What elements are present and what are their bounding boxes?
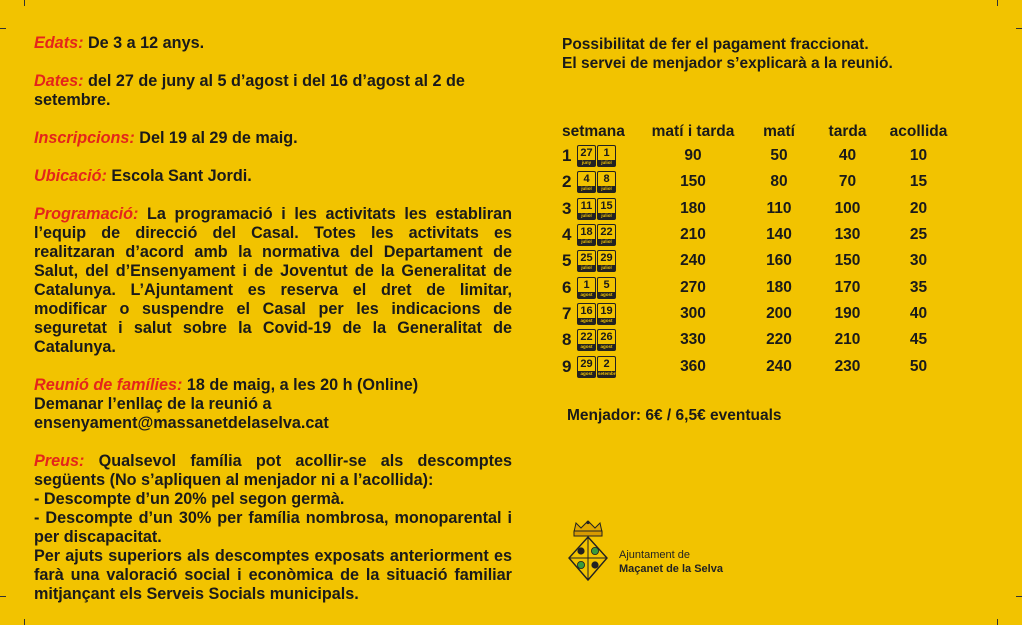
calendar-start-icon — [577, 224, 596, 246]
end-month: juliol — [598, 265, 615, 271]
calendar-start-icon — [577, 171, 596, 193]
end-month: agost — [598, 344, 615, 350]
start-day: 1 — [583, 278, 590, 291]
end-day: 2 — [603, 357, 610, 370]
price-mati: 110 — [766, 199, 792, 217]
end-day: 29 — [600, 252, 613, 265]
price-mati: 240 — [766, 357, 792, 375]
end-day: 15 — [600, 199, 613, 212]
programacio-label: Programació: — [34, 205, 139, 223]
table-row — [562, 196, 952, 222]
crop-mark — [1016, 28, 1022, 29]
programacio-paragraph — [34, 205, 512, 357]
price-mati-tarda: 90 — [684, 147, 702, 165]
menjador-info-line: El servei de menjador s’explicarà a la reunió. — [562, 55, 893, 72]
start-day: 11 — [580, 199, 593, 212]
crop-mark — [997, 0, 998, 6]
discount-1: - Descompte d’un 20% pel segon germà. — [34, 490, 345, 508]
end-month: juliol — [598, 239, 615, 245]
price-acollida: 20 — [909, 199, 928, 217]
reunio-paragraph — [34, 376, 512, 433]
ajuts-text: Per ajuts superiors als descomptes exposats anteriorment es farà una valoració social i econòmica de la situació familiar mitjançant els Serveis Socials municipals. — [34, 547, 512, 603]
price-mati-tarda: 270 — [680, 278, 706, 296]
price-acollida: 45 — [909, 331, 928, 349]
week-cell — [562, 327, 638, 353]
reunio-label: Reunió de famílies: — [34, 376, 183, 394]
start-month: juliol — [578, 186, 595, 192]
price-acollida: 50 — [909, 357, 928, 375]
col-header-tarda: tarda — [828, 123, 867, 140]
price-tarda: 230 — [834, 357, 861, 375]
crop-mark — [24, 619, 25, 625]
start-month: agost — [578, 292, 595, 298]
table-row — [562, 222, 952, 248]
inscripcions-label: Inscripcions: — [34, 129, 135, 147]
ubicacio-text: Escola Sant Jordi. — [106, 167, 252, 185]
price-mati: 50 — [770, 147, 788, 165]
start-month: juliol — [578, 265, 595, 271]
inscripcions-paragraph — [34, 129, 512, 148]
calendar-start-icon — [577, 145, 596, 167]
start-day: 4 — [583, 173, 590, 186]
week-number: 3 — [562, 198, 572, 218]
calendar-start-icon — [577, 356, 596, 378]
price-mati-tarda: 330 — [680, 331, 706, 349]
week-cell — [562, 301, 638, 327]
logo-line-2: Maçanet de la Selva — [619, 563, 723, 575]
col-header-acollida: acollida — [889, 123, 948, 140]
calendar-end-icon — [597, 198, 616, 220]
calendar-end-icon — [597, 303, 616, 325]
dates-paragraph — [34, 72, 512, 110]
week-cell — [562, 143, 638, 169]
calendar-start-icon — [577, 277, 596, 299]
price-tarda: 130 — [834, 226, 861, 244]
end-month: juliol — [598, 213, 615, 219]
price-table-header — [562, 121, 952, 143]
dates-text: del 27 de juny al 5 d’agost i del 16 d’agost al 2 de setembre. — [34, 72, 465, 109]
start-day: 27 — [580, 147, 593, 160]
week-cell — [562, 274, 638, 300]
start-month: juny — [578, 160, 595, 166]
end-day: 19 — [600, 304, 613, 317]
coat-of-arms-logo — [565, 520, 611, 584]
week-number: 9 — [562, 356, 572, 376]
end-day: 22 — [600, 226, 613, 239]
calendar-start-icon — [577, 198, 596, 220]
price-mati: 80 — [770, 173, 788, 191]
table-row — [562, 248, 952, 274]
start-month: agost — [578, 371, 595, 377]
end-day: 5 — [603, 278, 610, 291]
price-mati-tarda: 150 — [680, 173, 706, 191]
week-number: 2 — [562, 172, 572, 192]
end-month: setembre — [598, 370, 619, 376]
table-row — [562, 143, 952, 169]
edats-label: Edats: — [34, 34, 84, 52]
price-acollida: 35 — [909, 278, 928, 296]
start-month: agost — [578, 344, 595, 350]
price-tarda: 150 — [834, 252, 861, 270]
price-mati: 220 — [766, 331, 792, 349]
calendar-end-icon — [597, 250, 616, 272]
end-month: juliol — [598, 160, 615, 166]
info-column — [34, 34, 512, 604]
price-mati-tarda: 240 — [680, 252, 706, 270]
price-mati: 140 — [766, 226, 792, 244]
crop-mark — [24, 0, 25, 6]
price-tarda: 100 — [834, 199, 861, 217]
payment-info — [562, 35, 893, 73]
start-month: agost — [578, 318, 595, 324]
inscripcions-text: Del 19 al 29 de maig. — [134, 129, 298, 147]
table-row — [562, 169, 952, 195]
calendar-start-icon — [577, 250, 596, 272]
price-mati-tarda: 180 — [680, 199, 706, 217]
start-day: 18 — [580, 226, 593, 239]
price-acollida: 40 — [909, 304, 928, 322]
col-header-mati-tarda: matí i tarda — [651, 123, 735, 140]
price-acollida: 15 — [909, 173, 928, 191]
price-mati-tarda: 300 — [680, 304, 706, 322]
price-acollida: 10 — [909, 147, 928, 165]
end-day: 1 — [603, 147, 610, 160]
week-number: 8 — [562, 330, 572, 350]
price-tarda: 70 — [838, 173, 857, 191]
dates-label: Dates: — [34, 72, 84, 90]
reunio-email: ensenyament@massanetdelaselva.cat — [34, 414, 329, 432]
week-cell — [562, 196, 638, 222]
col-header-setmana: setmana — [562, 123, 625, 140]
calendar-start-icon — [577, 303, 596, 325]
programacio-text: La programació i les activitats les establiran l’equip de direcció del Casal. Totes les activitats es realitzaran d’acord amb la normativa del Departament de Salut, del d’Ensenyament i de Joventut de la Generalitat de Catalunya. L’Ajuntament es reserva el dret de limitar, modificar o suspendre el Casal per les indicacions de seguretat i salut sobre la Covid-19 de la Generalitat de Catalunya. — [34, 205, 512, 356]
start-day: 22 — [580, 331, 593, 344]
crop-mark — [997, 619, 998, 625]
start-month: juliol — [578, 239, 595, 245]
calendar-end-icon — [597, 224, 616, 246]
table-row — [562, 301, 952, 327]
week-cell — [562, 222, 638, 248]
table-row — [562, 274, 952, 300]
ubicacio-label: Ubicació: — [34, 167, 107, 185]
preus-intro — [34, 452, 512, 490]
start-day: 29 — [580, 357, 593, 370]
start-day: 16 — [580, 304, 593, 317]
price-tarda: 210 — [834, 331, 861, 349]
table-row — [562, 327, 952, 353]
crop-mark — [1016, 596, 1022, 597]
start-month: juliol — [578, 213, 595, 219]
week-number: 1 — [562, 146, 572, 166]
discount-2: - Descompte d’un 30% per família nombrosa, monoparental i per discapacitat. — [34, 509, 512, 546]
end-month: juliol — [598, 186, 615, 192]
calendar-end-icon — [597, 145, 616, 167]
week-cell — [562, 248, 638, 274]
price-mati-tarda: 360 — [680, 357, 706, 375]
week-number: 6 — [562, 277, 572, 297]
price-acollida: 30 — [909, 252, 928, 270]
end-month: agost — [598, 318, 615, 324]
price-table — [562, 121, 952, 380]
calendar-end-icon — [597, 171, 616, 193]
price-tarda: 190 — [834, 304, 861, 322]
preus-block — [34, 452, 512, 604]
calendar-end-icon — [597, 329, 616, 351]
menjador-price: Menjador: 6€ / 6,5€ eventuals — [567, 407, 782, 424]
logo-line-1: Ajuntament de — [619, 549, 690, 561]
price-mati: 200 — [766, 304, 792, 322]
price-mati-tarda: 210 — [680, 226, 706, 244]
col-header-mati: matí — [763, 123, 795, 140]
calendar-start-icon — [577, 329, 596, 351]
preus-label: Preus: — [34, 452, 85, 470]
week-cell — [562, 353, 638, 379]
edats-paragraph — [34, 34, 512, 53]
end-day: 8 — [603, 173, 610, 186]
price-mati: 160 — [766, 252, 792, 270]
ubicacio-paragraph — [34, 167, 512, 186]
edats-text: De 3 a 12 anys. — [83, 34, 205, 52]
reunio-text: 18 de maig, a les 20 h (Online) — [182, 376, 419, 394]
price-tarda: 170 — [834, 278, 861, 296]
payment-line: Possibilitat de fer el pagament fraccionat. — [562, 36, 869, 53]
week-number: 5 — [562, 251, 572, 271]
week-cell — [562, 169, 638, 195]
calendar-end-icon — [597, 277, 616, 299]
price-acollida: 25 — [909, 226, 928, 244]
crop-mark — [0, 28, 6, 29]
reunio-link-request: Demanar l’enllaç de la reunió a — [34, 395, 272, 413]
preus-text: Qualsevol família pot acollir-se als descomptes següents (No s’apliquen al menjador ni a l’acollida): — [34, 452, 512, 489]
end-month: agost — [598, 292, 615, 298]
price-tarda: 40 — [838, 147, 857, 165]
crop-mark — [0, 596, 6, 597]
municipality-name — [619, 548, 723, 576]
start-day: 25 — [580, 252, 593, 265]
week-number: 4 — [562, 225, 572, 245]
table-row — [562, 353, 952, 379]
calendar-end-icon — [597, 356, 619, 378]
price-mati: 180 — [766, 278, 792, 296]
end-day: 26 — [600, 331, 613, 344]
week-number: 7 — [562, 303, 572, 323]
